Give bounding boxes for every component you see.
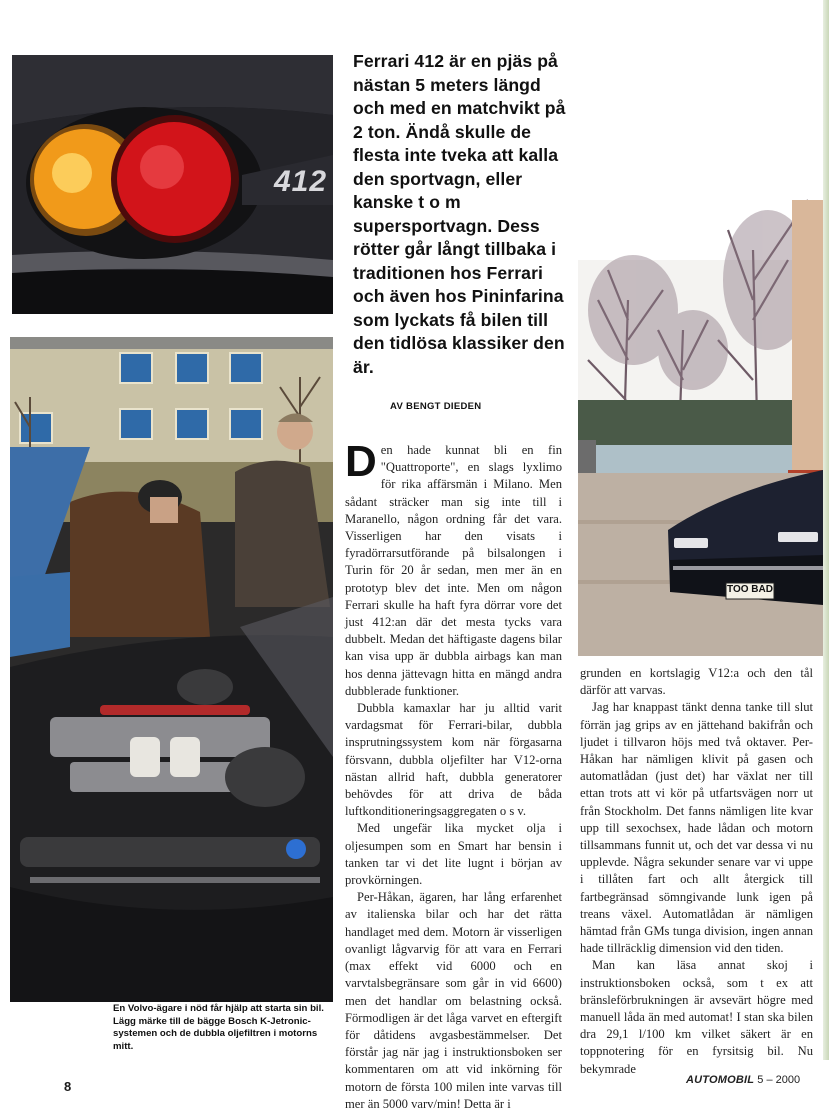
car-scene-illustration [578, 0, 823, 656]
page-number: 8 [64, 1079, 72, 1094]
license-plate: TOO BAD [727, 584, 773, 595]
article-lead: Ferrari 412 är en pjäs på nästan 5 meters längd och med en matchvikt på 2 ton. Ändå skulle de flesta inte tveka att kalla den sportvagn, eller kanske t o m supersportvagn. Dess rötter går långt tillbaka i traditionen hos Ferrari och även hos Pininfarina som lyckats få bilen till den tidlösa klassiker den är. [353, 51, 566, 377]
page-edge-strip [823, 0, 829, 1060]
byline: AV BENGT DIEDEN [390, 401, 482, 412]
paragraph: Dubbla kamaxlar har ju alltid varit vardagsmat för Ferrari-bilar, dubbla insprutningssystem kom när förgasarna försvann, dubbla oljefilter har V12-orna nästan allrid haft, dubbla generatorer behövdes för att driva de båda luftkonditioneringsaggregaten o s v. [345, 701, 562, 819]
magazine-name: AUTOMOBIL [686, 1074, 755, 1086]
paragraph-text: en hade kunnat bli en fin "Quattroporte", en slags lyxlimo för rika affärsmän i Milano. Men sådant sträcker man sig inte till i Maranello, någon ordning får det vara. Visserligen har den visats i fyradörrarsutförande på bilsalongen i Turin för 20 år sedan, men mer än en prototyp blev det inte. Men om någon Ferrari skulle ha haft fyra dörrar vore det just 412:an där det mesta tycks vara dubbelt. Medan det häftigaste dagens bilar kan visa upp är dubbla airbags kan man hos denna jättevagn hitta en mängd andra dubblerade funktioner. [345, 443, 562, 698]
issue-number: 5 – 2000 [757, 1074, 801, 1086]
paragraph: grunden en kortslagig V12:a och den tål därför att varvas. [580, 666, 813, 698]
paragraph: Jag har knappast tänkt denna tanke till slut förrän jag grips av en jättehand bakifrån och ljudet i tillvaron höjs med två oktaver. Per-Håkan har nämligen klivit på gasen och automatlådan (just det) har växlat ner till ettan trots att vi kör på utfartsvägen norr ut från Stockholm. Det fanns nämligen lite kvar upp till sexochsex, hade lådan och motorn tillsammans funnit ut, och det var dessa vi nu upplevde. Några sekunder senare var vi uppe i tillåten fart och allt återgick till fartbegränsad sömngivande lunk igen på treans växel. Automatlådan är nämligen hämtad från GMs tunga division, ingen annan hade tillräcklig dimension vid den tiden. [580, 700, 813, 956]
paragraph [345, 437, 562, 700]
magazine-footer [686, 1074, 800, 1086]
model-badge: 412 [274, 165, 328, 198]
drop-cap: D [345, 437, 377, 486]
paragraph: Man kan läsa annat skoj i instruktionsboken också, som t ex att bränsleförbrukningen är avsevärt högre med manuell låda än med automat! I stan ska bilen dra 29,1 l/100 km vilket säkert är en toppnotering för en fyrsitsig bil. Nu bekymrade [580, 958, 813, 1076]
text-column-right [580, 665, 813, 1078]
engine-scene-illustration [10, 337, 333, 1002]
taillight-photo [12, 55, 333, 314]
engine-bay-photo [10, 337, 333, 1002]
car-lake-photo [578, 0, 823, 656]
paragraph: Med ungefär lika mycket olja i oljesumpen som en Smart har bensin i tanken tar vi det lite lugnt i början av provkörningen. [345, 821, 562, 888]
text-column-middle [345, 437, 562, 1113]
photo-caption: En Volvo-ägare i nöd får hjälp att starta sin bil. Lägg märke till de bägge Bosch K-Jetronic-systemen och de dubbla oljefiltren i motorns mitt. [113, 1003, 324, 1052]
paragraph: Per-Håkan, ägaren, har lång erfarenhet av italienska bilar och har det rätta handlaget med dem. Motorn är visserligen ovanligt lågvarvig för att vara en Ferrari (max effekt vid 6000 och en varvtalsbegränsare som går in vid 6600) men det handlar om belastning också. Förmodligen är det låga varvet en eftergift för dåtidens avgasbestämmelser. Det förstår jag när jag i instruktionsboken ser kommentaren om att vid inkörning för motorn de första 100 milen inte varvas till mer än 5000 varv/min! Detta är i [345, 890, 562, 1111]
